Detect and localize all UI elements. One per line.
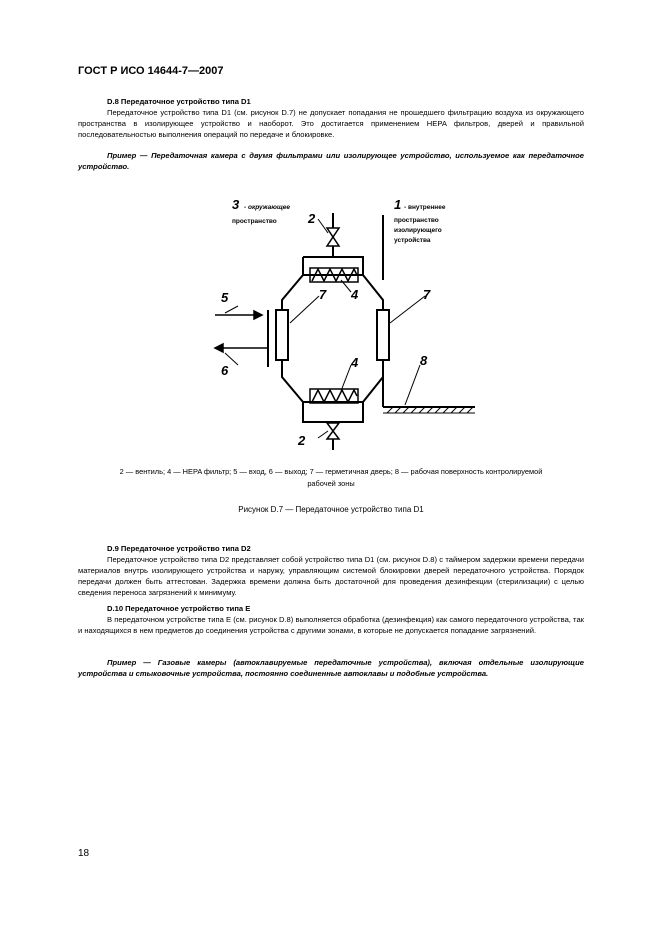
section-d9-paragraph: Передаточное устройство типа D2 представляет собой устройство типа D1 (см. рисунок D.8) с таймером задержки времени передачи материалов внутрь изолирующего устройства и наружу, управляющим системой блокировки дверей передаточного устройства. Порядок передачи должен быть аттестован. Задержка времени должна быть достаточной для проведения дезинфекции (стерилизации) с целью сведения переноса загрязнений к минимуму.	[78, 555, 584, 597]
section-d10-example: Пример — Газовые камеры (автоклавируемые передаточные устройства), включая отдельные изолирующие устройства и стыковочные устройства, постоянно соединенные автоклавы и подобные устройства.	[78, 658, 584, 678]
section-d9-heading: D.9 Передаточное устройство типа D2	[107, 544, 251, 553]
door-label-left: 7	[319, 287, 327, 302]
figure-legend-line2: рабочей зоны	[307, 479, 355, 488]
work-surface-label: 8	[420, 353, 428, 368]
label-1-text3: изолирующего	[394, 227, 442, 234]
label-1-text4: устройства	[394, 237, 431, 244]
figure-legend-line1: 2 — вентиль; 4 — HEPA фильтр; 5 — вход, 6 — выход; 7 — герметичная дверь; 8 — рабочая поверхность контролируемой	[119, 467, 543, 476]
label-3-number: 3	[232, 197, 240, 212]
inlet-label: 5	[221, 290, 229, 305]
section-d10-heading: D.10 Передаточное устройство типа E	[107, 604, 251, 613]
page-number: 18	[78, 848, 90, 859]
label-1-text2: пространство	[394, 217, 439, 224]
section-d8-heading: D.8 Передаточное устройство типа D1	[107, 97, 251, 106]
valve-label-top: 2	[308, 211, 316, 226]
label-3-text: - окружающее	[244, 204, 290, 211]
label-3-text2: пространство	[232, 218, 277, 225]
label-1-number: 1	[394, 197, 402, 212]
section-d8-paragraph: Передаточное устройство типа D1 (см. рисунок D.7) не допускает попадания не прошедшего фильтрацию воздуха из окружающего пространства в изолирующее устройство и наоборот. Это достигается применением HEPA фильтров, дверей и правильной последовательностью выполнения операций по передаче и блокировке.	[78, 108, 584, 139]
section-d10-paragraph: В передаточном устройстве типа E (см. рисунок D.8) выполняется обработка (дезинфекция) как самого передаточного устройства, так и находящихся в нем предметов до соединения устройства с другими зонами, в которые не допускается попадание загрязнений.	[78, 615, 584, 635]
document-header: ГОСТ Р ИСО 14644-7—2007	[78, 65, 224, 77]
door-label-right: 7	[423, 287, 431, 302]
section-d8-example: Пример — Передаточная камера с двумя фильтрами или изолирующее устройство, используемое как передаточное устройство.	[78, 151, 584, 171]
label-1-text: - внутреннее	[404, 204, 446, 211]
figure-caption: Рисунок D.7 — Передаточное устройство типа D1	[238, 505, 424, 514]
figure-d7-diagram	[200, 195, 490, 460]
valve-label-bottom: 2	[298, 433, 306, 448]
filter-label-bottom: 4	[351, 355, 359, 370]
filter-label-top: 4	[351, 287, 359, 302]
outlet-label: 6	[221, 363, 229, 378]
